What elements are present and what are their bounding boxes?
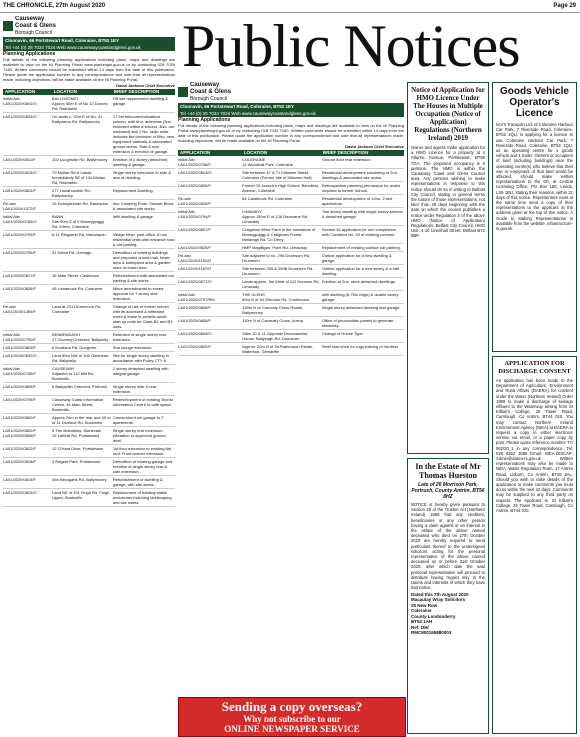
table-row xyxy=(178,330,404,343)
table-row xyxy=(178,278,404,291)
table-row xyxy=(178,291,404,304)
cell-description: Infill dwelling (6.75m ridge) & double storey garage. xyxy=(321,292,399,302)
cell-location: 5 The Bramblins, Stonevale 15 Larkhill Rd, Portstewart xyxy=(52,428,102,438)
cell-location: 15 Donnybrewer Rd, Rasharkin xyxy=(52,201,108,206)
cell-description: Two storey dwelling with single storey annexe & detached garage. xyxy=(321,209,403,219)
cell-location: BANN Site 90m S of 9 Moneyguiggy Rd, Kilrea, Coleraine xyxy=(52,214,105,229)
cell-location: Craigtown Wind Farm is the townlands of Moneyguiggy & Craigtown Forest, Bellaragh Rd, Co Derry xyxy=(242,227,316,242)
cell-location: Lands approx. 5m West of 112 Dunlunn Rd, Limavady xyxy=(242,279,320,289)
council-address: Cloonavin, 66 Portstewart Road, Coleraine, BT52 1EY xyxy=(178,103,404,110)
middle-table-body xyxy=(178,156,404,356)
council-name-1: Causeway xyxy=(15,16,45,22)
table-row xyxy=(3,458,175,476)
table-row xyxy=(178,195,404,208)
signoff: David Jackson Chief Executive xyxy=(116,83,175,88)
cell-location: COLERAINE 14 Woodhall Park, Coleraine xyxy=(242,157,293,167)
cell-description: Erection of 2 storey (detached) dwelling & garage. xyxy=(112,157,168,167)
goods-notice-body: Ivor's Transport Ltd, of Coleraine Harbour Car Park, 7 Riverside Road, Coleraine, BT52 1QU, is applying for a licence to use Coleraine Harbour Car Park, 7 Riverside Road, Coleraine, BT52 1QU, as an operating centre for 1 goods vehicle and 1 trailer. Owners or occupiers of land (including buildings) near the operating centre(s) who believe that their use or enjoyment of that land would be affected, should make written representations to the DfI, at Central Licensing Office, PO Box 180, Leeds, LS9 1BU, stating their reasons, within 21 days of this notice. Representors must at the same time send a copy of their representations to the applicant at the address given at the top of this notice. A Guide to Making Representations is available from the website. infrastructure-ni.gov.uk xyxy=(496,122,573,232)
cell-description: Single storey extension to side & rear of dwelling. xyxy=(112,170,171,180)
cell-application-number: Initial Adv LA01/2020/0796/F xyxy=(3,366,36,376)
table-row xyxy=(178,343,404,356)
section-heading: Planning Applications xyxy=(178,117,231,123)
table-row xyxy=(3,489,175,507)
table-row xyxy=(178,244,404,252)
cell-description: Replacement Dwelling. xyxy=(112,188,154,193)
cell-description: Replacement of existing stable enclosures including landscaping and site works. xyxy=(112,490,172,505)
cell-application-number: LA01/2020/0808/F xyxy=(178,318,211,323)
cell-description: Steel clad shed for rugs training of hurdlers. xyxy=(321,344,400,349)
cell-application-number: LA01/2020/0822/F xyxy=(178,344,211,349)
council-logo-icon xyxy=(178,87,188,97)
page-title: Public Notices xyxy=(182,13,520,79)
cell-location: Sites 10 & 11 Opposite Drumnaviclar House, Ballyeagh Rd, Drumsurn xyxy=(242,331,308,341)
estate-notice-subtitle: Late of 26 Morrison Park, Portrush, County Antrim, BT56 8HZ xyxy=(411,482,485,500)
th-description: BRIEF DESCRIPTION xyxy=(322,150,369,155)
table-row xyxy=(178,169,404,182)
cell-description: Outline application for a new dwelling & garage. xyxy=(321,253,392,263)
cell-application-number: Re-adv LA01/2019/1369/F xyxy=(3,304,36,314)
cell-description: Single storey side & rear extension. xyxy=(112,384,157,394)
table-header-2 xyxy=(178,150,404,156)
cell-application-number: LA01/2020/0803/F xyxy=(3,345,36,350)
council-name-2: Coast & Glens xyxy=(15,23,57,29)
goods-vehicle-notice xyxy=(492,82,577,352)
cell-application-number: LA01/2020/0817/F xyxy=(3,273,36,278)
table-row xyxy=(3,352,175,365)
cell-location: Land 80m NW of 100 Glenhead Rd, Ballykelly xyxy=(52,353,109,363)
cell-description: Demolition of existing garage and erection of single storey rear & side extension. xyxy=(112,459,173,474)
hmo-notice-title: Notice of Application for HMO Licence Under The Houses in Multiple Occupation (Notice of Application) Regulations (Northern Ireland) 2019 xyxy=(411,86,485,142)
cell-location: 3 Ragent Park, Portstewart xyxy=(52,459,101,464)
table-row xyxy=(3,285,175,303)
cell-application-number: Initial Adv LA01/2020/0790/F xyxy=(3,332,36,342)
table-row xyxy=(3,383,175,396)
cell-location: 49a Kilnagarts Rd, Ballymoney xyxy=(52,477,107,482)
cell-application-number: LA01/2019/0632/O xyxy=(3,353,37,358)
cell-application-number: LA01/2020/0802/F LA01/2020/0806/F xyxy=(3,428,36,438)
intro-text: Full details of the following planning applications including plans, maps and drawings are available to view on the NI Planning Portal www.planningni.gov.uk or by contacting 028 7034 7160. Written comments should be submitted within 14 days from the date of this publication. Please quote the application number in any correspondence and note that all representations made, including objections, will be made available on the NI Planning Portal. xyxy=(178,123,404,143)
table-row xyxy=(3,187,175,200)
discharge-notice-body: An application has been made to the Department of Agriculture, Environment and Rural Affairs (DAERA) for consent under the Water (Northern Ireland) Order 1999 to make a discharge of sewage effluent to the Waterway arising from St Killian's College, 25 Tower Road, Carnlough, Co Antrim, BT44 0JS. You may contact Northern Ireland Environment Agency (NIEA) at DAERA to request a copy in either electronic version via email, or a paper copy by post. Please quote reference number: TC 062/20_1 in any correspondence. Tel: 028 9262 3086 Email: NIEA-DISCAP-Admin@daera-ni.gov.uk. Written representations may also be made to NIEA, Water Regulation Team, 17 Antrim Road, Lisburn, Co Antrim, BT28 3AL. Should you wish to raise details of the application or make comments you must do so within the next 42 days. Comments may be supplied to any third party on request. The Applicant is: St Killian's College, 25 Tower Road, Carnlough, Co Antrim, BT44 0JS xyxy=(496,378,573,514)
page-header xyxy=(0,0,580,13)
cell-application-number: Initial Adv LA01/2020/0601/O xyxy=(3,96,37,106)
cell-description: Site for single storey dwelling in accordance with Policy CTY 8. xyxy=(112,353,169,363)
table-row xyxy=(3,303,175,331)
cell-description: Section 54 application for non compliance with Condition No. 20 of existing consent. xyxy=(321,227,396,237)
table-row xyxy=(3,445,175,458)
cell-application-number: LA01/2020/0807/F xyxy=(178,227,211,232)
discharge-notice-title: APPLICATION FOR DISCHARGE CONSENT xyxy=(498,360,571,375)
table-row xyxy=(3,427,175,445)
cell-location: Site between 255 & 259B Drumsurn Rd, Drumsurn xyxy=(242,266,314,276)
cell-description: Refurbishment with associated car parking & site works. xyxy=(112,273,174,283)
table-row xyxy=(178,304,404,317)
table-row xyxy=(3,476,175,489)
cell-location: THE GLENS 80m N of 44 Glendun Rd, Cushendun xyxy=(242,292,310,302)
cell-application-number: LA01/2020/0823/O xyxy=(3,490,37,495)
cell-application-number: LA01/2020/0805/F xyxy=(178,305,211,310)
council-name-3: Borough Council xyxy=(15,30,52,36)
table-row xyxy=(3,331,175,344)
cell-location: BENBRADAGH 27 Clooney Crescent, Ballykelly xyxy=(52,332,109,342)
council-logo-block xyxy=(3,16,175,36)
section-heading: Planning Applications xyxy=(3,51,56,57)
cell-location: Land at 231 Drumcroon Rd, Coleraine xyxy=(52,304,102,314)
cell-location: 6 Ballywillin Crescent, Portrush xyxy=(52,384,108,389)
cell-description: Ground floor rear extension. xyxy=(321,157,372,162)
cell-location: 277 Lisnahunshin Rd, Ballymoney xyxy=(52,188,91,198)
council-name-1: Causeway xyxy=(190,82,220,88)
cell-location: Approx. 20m N of 3d Rathmoran Estate, Waterfoot, Glenariffe xyxy=(242,344,314,354)
cell-description: Outline application for a new storey & a half dwelling. xyxy=(321,266,400,276)
cell-location: Land NE of 151 Feigh Rd, Feigh Upper, Bushmills xyxy=(52,490,110,500)
subscription-advert[interactable] xyxy=(178,697,406,737)
goods-notice-title: Goods Vehicle Operator's Licence xyxy=(500,86,569,119)
cell-application-number: LA01/2020/0819/F xyxy=(3,477,36,482)
cell-location: HMP Magilligan, Point Rd, Limavady xyxy=(242,245,307,250)
table-row xyxy=(3,213,175,231)
cell-description: Erection of 2no. semi-detached dwellings. xyxy=(321,279,396,284)
th-location: LOCATION xyxy=(53,89,77,94)
cell-location: 130m N of Carnanly Cross Roads, Ballymoney xyxy=(242,305,304,315)
cell-description: Minor amendments to extant approval for 7 storey side extension. xyxy=(112,286,164,301)
cell-description: Village shop, post office, 8 non residential units with entrance road & car parking. xyxy=(112,232,175,247)
cell-location: LIMAVADY Approx 150m E of 136 Drumrane Rd, Limavady xyxy=(242,209,309,224)
cell-application-number: Initial Adv LA01/2020/0797/RM xyxy=(178,292,215,302)
cell-location: 102 Loughside Rd, Ballymoney xyxy=(52,157,108,162)
table-row xyxy=(3,365,175,383)
cell-location: On lands c. 32m E of No. 41 Ballymena Rd, Ballymoney xyxy=(52,114,103,124)
cell-description: Retrospective planning permission for works required to former School. xyxy=(321,183,401,193)
cell-location: Causeway Coast Information Centre, 44 Main Street, Bushmills xyxy=(52,397,104,412)
council-address: Cloonavin, 66 Portstewart Road, Coleraine, BT52 1EY xyxy=(3,37,175,44)
header-masthead: THE CHRONICLE, 27th August 2020 xyxy=(3,3,106,9)
cell-description: Single storey detached dwelling and garage. xyxy=(321,305,401,310)
cell-application-number: LA01/2020/0809/F xyxy=(3,384,36,389)
table-row xyxy=(3,95,175,113)
hmo-notice xyxy=(407,82,489,454)
planning-column-left xyxy=(3,16,175,734)
estate-notice-dated: Dated this 7th August 2020 xyxy=(411,592,469,598)
th-application: APPLICATION xyxy=(5,89,36,94)
cell-location: Site adjacent to no. 290 Drumsurn Rd, Drumsurn xyxy=(242,253,311,263)
cell-description: Replacement of existing surface car parking. xyxy=(321,245,401,250)
cell-location: 70 Mullan Rd & Lands Immediately SE of 134 Mullan Rd, Rasharkin xyxy=(52,170,106,185)
th-description: BRIEF DESCRIPTION xyxy=(113,89,160,94)
cell-application-number: LA01/2020/0799/F xyxy=(3,232,36,237)
advert-line-1: Sending a copy overseas? xyxy=(221,699,363,714)
cell-application-number: LA01/2020/0825/F xyxy=(178,245,211,250)
cell-description: Conversion from garage to 2 apartments. xyxy=(112,415,164,425)
cell-location: 45 Lisnamuck Rd, Coleraine xyxy=(52,286,103,291)
estate-notice-title: In the Estate of Mr Thomas Hueston xyxy=(415,462,481,480)
advert-line-3: ONLINE NEWSPAPER SERVICE xyxy=(224,724,360,734)
table-row xyxy=(178,317,404,330)
cell-location: Site between 47 & 71 Killowen Street, Coleraine (Former site of Killowen Hall) xyxy=(242,170,312,180)
table-row xyxy=(178,226,404,244)
cell-description: Residential development consisting of 2no. dwellings & associated site works. xyxy=(321,170,398,180)
left-table-body xyxy=(3,95,175,507)
table-row xyxy=(3,414,175,427)
cell-description: Change of use of former school with its accessed & infiltrated event & lease to provide acute start up units for Class B1 and B3 uses. xyxy=(112,304,173,329)
cell-application-number: LA01/2020/0813/O xyxy=(178,170,212,175)
cell-application-number: Re-adv LA01/2019/1181/O xyxy=(178,253,212,263)
cell-application-number: LA01/2020/0603/O xyxy=(3,114,37,119)
estate-notice xyxy=(407,458,489,734)
table-row xyxy=(3,169,175,187)
council-name-3: Borough Council xyxy=(190,96,227,102)
cell-application-number: LA01/2020/0739/F xyxy=(3,397,36,402)
cell-description: 17.5m telecommunications column, with 6no. antennae (3no. enclosed within a shroud, 3No. not enclosed) and 2 No. radio units. Includes the provision of 6No. new equipment cabinets & associated ground works. Side & rear extension & erection of garage. xyxy=(112,114,175,154)
council-contact: Tel +44 (0) 28 7034 7034 Web www.causewaycoastandglens.gov.uk xyxy=(178,110,404,117)
cell-location: 110m N of Carneally Cross, Armoy xyxy=(242,318,304,323)
cell-location: 8-11 Ringsend Rd, Macosquin xyxy=(52,232,106,237)
cell-description: Infill dwelling & garage. xyxy=(112,214,154,219)
table-row xyxy=(3,156,175,169)
council-logo-block-2 xyxy=(178,82,404,102)
cell-description: Refurbishment of dwelling & garage, with site works. xyxy=(112,477,163,487)
cell-description: 1st floor extension to existing flat roof. Front dormer extension. xyxy=(112,446,171,456)
table-row xyxy=(3,231,175,249)
planning-column-middle xyxy=(178,82,404,694)
cell-application-number: LA01/2020/0811/F xyxy=(3,157,36,162)
cell-description: Off site replacement dwelling & garage. xyxy=(112,96,168,106)
discharge-notice xyxy=(492,356,577,734)
cell-description: Sun lounge extension. xyxy=(112,345,153,350)
cell-application-number: LA01/2020/0828/F xyxy=(178,183,211,188)
cell-location: 31 Kilrea Rd, Garvagh xyxy=(52,250,92,255)
cell-application-number: LA01/2020/0812/F xyxy=(3,446,36,451)
signoff: David Jackson Chief Executive xyxy=(345,144,404,149)
cell-description: 4no Camping Pods, Shower Block & associated site works. xyxy=(112,201,174,211)
cell-location: 12 O'Hara Drive, Portstewart xyxy=(52,446,104,451)
cell-description: Retention of single storey rear extension. xyxy=(112,332,167,342)
cell-location: 16 Main Street, Castlerock xyxy=(52,273,100,278)
council-name-2: Coast & Glens xyxy=(190,89,232,95)
th-location: LOCATION xyxy=(243,150,268,155)
cell-application-number: Re-adv LA01/2020/0525/F xyxy=(178,196,211,206)
cell-application-number: LA01/2020/0815/O xyxy=(3,170,37,175)
table-row xyxy=(178,265,404,278)
cell-application-number: LA01/2020/0800/F xyxy=(3,415,36,420)
intro-text: Full details of the following planning applications including plans, maps and drawings are available to view on the NI Planning Portal www.planningni.gov.uk or by contacting 028 7034 7160. Written comments should be submitted within 14 days from the date of this publication. Please quote the application number in any correspondence and note that all representations made, including objections, will be made available on the NI Planning Portal. xyxy=(3,57,175,82)
cell-application-number: LA01/2020/0826/F xyxy=(3,286,36,291)
cell-location: 84 Castlerock Rd, Coleraine xyxy=(242,196,293,201)
council-logo-icon xyxy=(3,21,13,31)
table-row xyxy=(3,113,175,156)
cell-application-number: LA01/2020/0824/F xyxy=(3,188,36,193)
table-row xyxy=(178,182,404,195)
cell-application-number: Initial Adv LA01/2020/0798/F xyxy=(178,157,211,167)
estate-notice-body: NOTICE is hereby given pursuant to Section 28 of the Trustee Act (Northern Ireland) 1958 that any creditors, beneficiaries or any other person having a claim against or an interest in the estate of the above named deceased who died on 27th October 2019 are hereby required to send particulars thereof to the undersigned solicitors acting for the personal representative of the above named deceased on or before 31st October 2020, after which date the said personal representative will proceed to distribute having regard only to the claims and interests of which they have had notice. xyxy=(411,502,485,591)
cell-description: Residential development of 12no. 2 bed apartments. xyxy=(321,196,393,206)
table-row xyxy=(3,200,175,213)
table-row xyxy=(178,156,404,169)
table-row xyxy=(178,252,404,265)
cell-application-number: LA01/2019/1187/O xyxy=(178,266,212,271)
cell-description: Demolition of existing buildings and proposed church hall, tower area & toilet/plant area & garden store on lower floor. xyxy=(112,250,171,270)
table-row xyxy=(3,272,175,285)
cell-application-number: Re-adv LA01/2019/1072/F xyxy=(3,201,36,211)
cell-description: Office of photovoltaic panels to generate electricity. xyxy=(321,318,394,328)
table-header xyxy=(3,89,175,95)
table-row xyxy=(178,208,404,226)
cell-application-number: LA01/2020/0799/F xyxy=(3,250,36,255)
cell-application-number: LA01/2020/0818/F xyxy=(3,459,36,464)
cell-application-number: Initial Adv LA01/2020/0794/F xyxy=(178,209,211,219)
cell-application-number: LA01/2020/0809/O xyxy=(178,331,212,336)
cell-location: CAUSEWAY Adjacent to 112 Mill Rd, Bushmills xyxy=(52,366,94,381)
cell-description: Change of House Type. xyxy=(321,331,364,336)
council-contact: Tel +44 (0) 28 7034 7034 Web www.causewaycoastandglens.gov.uk xyxy=(3,44,175,51)
table-row xyxy=(3,396,175,414)
header-page-number: Page 29 xyxy=(553,3,576,9)
cell-location: BALLYMONEY Approx 50m E of No 12 Drones Rd, Rasharkin xyxy=(52,96,108,111)
cell-application-number: LA01/2020/0077/O xyxy=(178,279,212,284)
advert-line-2: Why not subscribe to our xyxy=(243,714,341,724)
table-row xyxy=(3,249,175,272)
cell-description: Redevelopment of existing Tourist Information Centre to cafe space. xyxy=(112,397,173,407)
cell-location: 6 Dowland Rd, Dungiven xyxy=(52,345,97,350)
cell-application-number: Initial Adv LA01/2020/0789/O xyxy=(3,214,37,224)
cell-description: Single storey rear extension. Alteration to approved ground level. xyxy=(112,428,166,443)
table-row xyxy=(3,344,175,352)
cell-description: 2 storey detached dwelling with integral garage. xyxy=(112,366,169,376)
cell-location: Approx 24m in the rear and 40 m of 11 Dunluce Rd, Bushmills xyxy=(52,415,111,425)
estate-notice-solicitor: Macaulay Wray Solicitors 25 New Row Coleraine County Londonderry BT52 1AH Ref: DH/ RMCM/0165880003 xyxy=(411,597,466,636)
th-application: APPLICATION xyxy=(180,150,211,155)
cell-location: Former St Joseph's High School, Bannfield Avenue, Coleraine xyxy=(242,183,319,193)
hmo-notice-body: Owner and agents make application for a HMO Licence for a property at 4 Atlantic Avenue, Portstewart, BT55 7GA. The proposed occupancy is 5 persons. The HMO is within the Causeway Coast and Glens Council area. Any persons wishing to make representations in response to this notice should do so in writing to Belfast City Council, stating in general terms the nature of those representations, not later than 28 days beginning with the date on which the council publishes a notice under Regulation 4 of the above HMO (Notice of Application) Regulations. Belfast City Council, HMO Unit, 4-10 Linenhall Street, Belfast BT2 8BP. xyxy=(411,145,485,239)
